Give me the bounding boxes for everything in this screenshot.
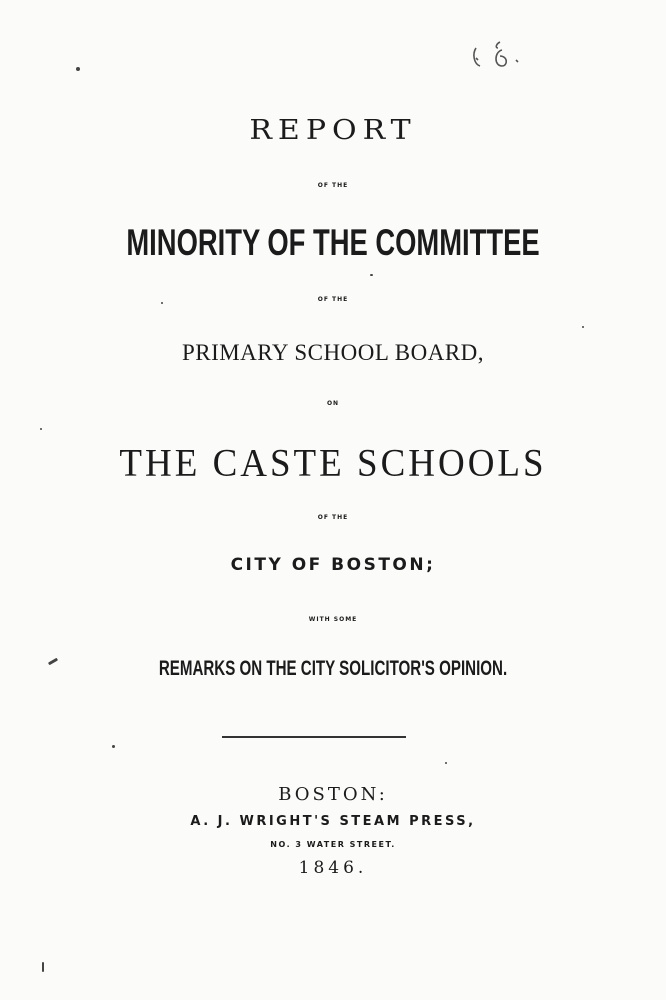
paper-speck: [161, 302, 163, 304]
pencil-number-icon: [466, 36, 530, 76]
connector-with-some: WITH SOME: [308, 616, 358, 623]
connector-on: ON: [326, 400, 340, 407]
minority-heading: MINORITY OF THE COMMITTEE: [126, 222, 540, 263]
report-title: REPORT: [249, 114, 417, 147]
connector-of-the-3: OF THE: [317, 514, 349, 521]
remarks-heading: REMARKS ON THE CITY SOLICITOR'S OPINION.: [158, 657, 508, 680]
paper-speck: [445, 762, 447, 764]
imprint-place: BOSTON:: [278, 784, 388, 805]
city-heading: CITY OF BOSTON;: [230, 555, 436, 575]
imprint-printer: A. J. WRIGHT'S STEAM PRESS,: [190, 814, 476, 829]
topic-heading: THE CASTE SCHOOLS: [119, 441, 547, 486]
paper-speck: [112, 745, 115, 748]
imprint-year: 1846.: [298, 858, 368, 878]
connector-of-the-2: OF THE: [317, 296, 349, 303]
board-heading: PRIMARY SCHOOL BOARD,: [181, 340, 485, 365]
paper-speck: [48, 658, 58, 666]
paper-speck: [582, 326, 584, 328]
paper-speck: [42, 962, 44, 972]
divider-rule: [222, 736, 406, 738]
paper-speck: [40, 428, 42, 430]
imprint-address: NO. 3 WATER STREET.: [270, 840, 396, 849]
paper-speck: [76, 67, 80, 71]
paper-speck: [370, 274, 373, 276]
connector-of-the-1: OF THE: [317, 182, 349, 189]
